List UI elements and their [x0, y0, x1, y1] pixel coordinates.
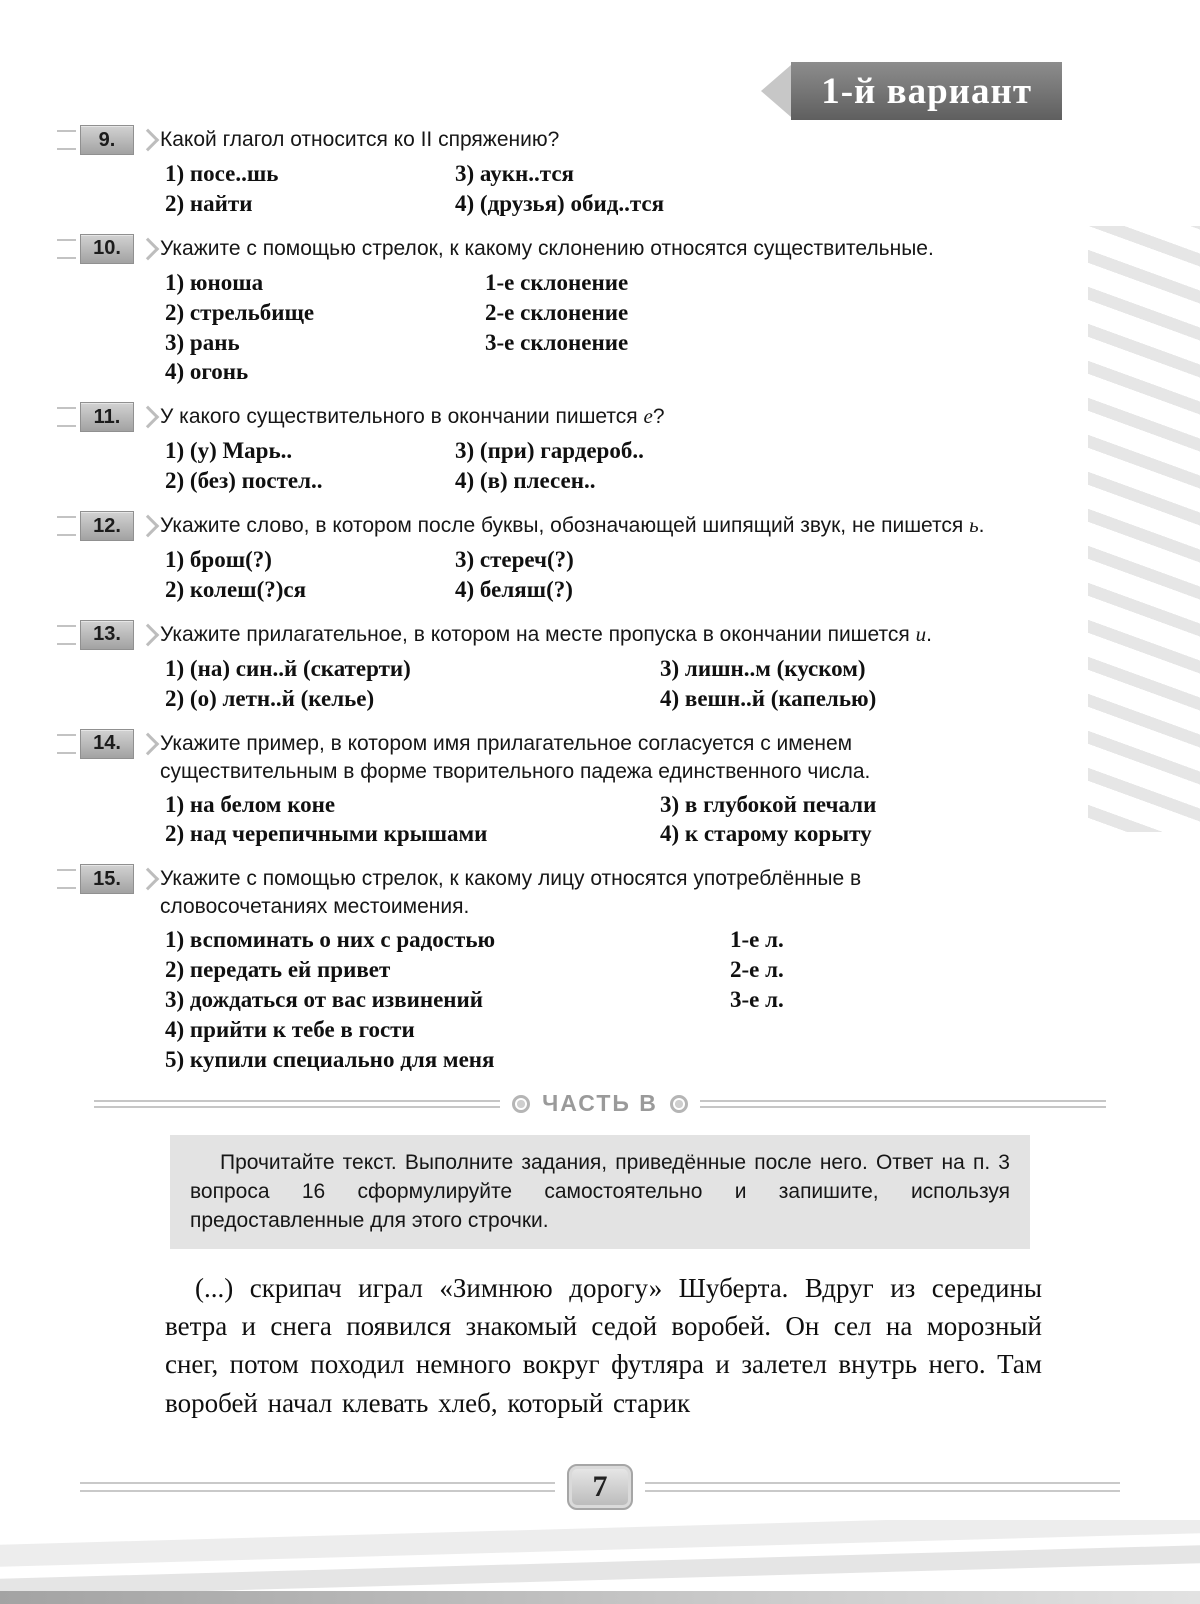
question-text: Какой глагол относится ко II спряжению? [160, 128, 560, 151]
option: 2) найти [165, 190, 253, 216]
question-number-badge [80, 512, 160, 541]
options-right-column [660, 654, 876, 714]
banner-arrow-icon [761, 65, 791, 117]
question-text: Укажите с помощью стрелок, к какому лицу относятся употреблённые в словосочетаниях местоимения. [160, 867, 862, 919]
question-text: Укажите прилагательное, в котором на месте пропуска в окончании пишется и. [160, 621, 932, 646]
options-right-column [455, 436, 644, 496]
option: 2) (о) летн..й (келье) [165, 685, 375, 711]
question-number: 13. [93, 623, 121, 646]
option: 2) передать ей привет [165, 957, 391, 983]
question-number: 12. [93, 514, 121, 537]
question-number: 11. [93, 405, 121, 428]
option: 3) (при) гардероб.. [455, 438, 644, 464]
option: 1) юноша [165, 269, 264, 295]
options-left-column [165, 925, 730, 1074]
option: 5) купили специально для меня [165, 1046, 495, 1072]
footer-line-left [80, 1482, 555, 1492]
options-right-column [730, 925, 784, 1074]
question-number-badge [80, 730, 160, 759]
option: 4) к старому корыту [660, 821, 872, 847]
option: 3-е склонение [485, 329, 629, 355]
reading-passage: (...) скрипач играл «Зимнюю дорогу» Шуберта. Вдруг из середины ветра и снега появился знакомый седой воробей. Он сел на морозный снег, потом походил немного вокруг футляра и залетел внутрь него. Там воробей начал клевать хлеб, который старик [165, 1272, 1042, 1418]
question-11 [80, 403, 1120, 496]
question-10 [80, 235, 1120, 388]
page-footer [80, 1464, 1120, 1510]
bottom-bar [0, 1591, 1200, 1604]
option: 3) в глубокой печали [660, 791, 877, 817]
option: 1) (у) Марь.. [165, 438, 293, 464]
options-right-column [485, 268, 628, 388]
options-left-column [165, 268, 485, 388]
option: 1) (на) син..й (скатерти) [165, 655, 411, 681]
option: 1) посе..шь [165, 161, 279, 186]
options-right-column [455, 545, 574, 605]
option: 2-е л. [730, 957, 784, 983]
option: 2) над черепичными крышами [165, 821, 488, 847]
options-left-column [165, 654, 660, 714]
question-number: 9. [98, 128, 116, 151]
question-number-badge [80, 865, 160, 894]
divider-line-right [700, 1100, 1106, 1108]
questions [80, 126, 1120, 1075]
instruction-box: Прочитайте текст. Выполните задания, приведённые после него. Ответ на п. 3 вопроса 16 сформулируйте самостоятельно и запишите, используя предоставленные для этого строчки. [170, 1135, 1030, 1249]
options-right-column [660, 790, 876, 850]
question-number: 15. [93, 867, 121, 890]
option: 1) вспоминать о них с радостью [165, 927, 496, 953]
option: 1) на белом коне [165, 791, 336, 817]
options-left-column [165, 159, 455, 219]
divider-circle-icon [512, 1095, 530, 1113]
option: 2-е склонение [485, 299, 629, 325]
options-left-column [165, 545, 455, 605]
option: 1) брош(?) [165, 547, 272, 573]
question-12 [80, 512, 1120, 605]
question-text: Укажите пример, в котором имя прилагательное согласуется с именем существительным в форме творительного падежа единственного числа. [160, 731, 871, 783]
option: 4) беляш(?) [455, 577, 573, 603]
option: 1-е л. [730, 927, 784, 953]
option: 3) аукн..тся [455, 161, 574, 186]
question-text: Укажите слово, в котором после буквы, обозначающей шипящий звук, не пишется ь. [160, 513, 985, 538]
question-number-badge [80, 126, 160, 155]
question-15 [80, 865, 1120, 1074]
options-left-column [165, 436, 455, 496]
part-b-divider [94, 1091, 1106, 1117]
bottom-decoration [0, 1520, 1200, 1604]
question-text: У какого существительного в окончании пишется е? [160, 404, 665, 429]
question-number-badge [80, 235, 160, 264]
variant-banner-label: 1-й вариант [791, 62, 1062, 120]
footer-line-right [645, 1482, 1120, 1492]
option: 4) (в) плесен.. [455, 468, 596, 494]
part-b-label: ЧАСТЬ В [542, 1090, 658, 1117]
options-left-column [165, 790, 660, 850]
divider-line-left [94, 1100, 500, 1108]
option: 1-е склонение [485, 269, 629, 295]
option: 2) (без) постел.. [165, 468, 323, 494]
divider-circle-icon [670, 1095, 688, 1113]
question-number-badge [80, 403, 160, 432]
option: 2) стрельбище [165, 299, 315, 325]
option: 2) колеш(?)ся [165, 577, 307, 603]
option: 3-е л. [730, 986, 784, 1012]
option: 4) огонь [165, 359, 249, 385]
question-9 [80, 126, 1120, 219]
option: 4) прийти к тебе в гости [165, 1016, 415, 1042]
question-13 [80, 621, 1120, 714]
option: 3) дождаться от вас извинений [165, 986, 484, 1012]
page-number: 7 [567, 1464, 633, 1510]
option: 3) стереч(?) [455, 547, 574, 573]
option: 4) (друзья) обид..тся [455, 190, 665, 216]
question-14 [80, 730, 1120, 850]
option: 4) вешн..й (капелью) [660, 685, 877, 711]
question-number-badge [80, 621, 160, 650]
option: 3) рань [165, 329, 240, 355]
question-number: 14. [93, 732, 121, 755]
variant-banner [761, 62, 1062, 120]
content [80, 0, 1120, 1422]
option: 3) лишн..м (куском) [660, 655, 866, 681]
question-number: 10. [93, 237, 121, 260]
question-text: Укажите с помощью стрелок, к какому склонению относятся существительные. [160, 236, 934, 260]
options-right-column [455, 159, 664, 219]
